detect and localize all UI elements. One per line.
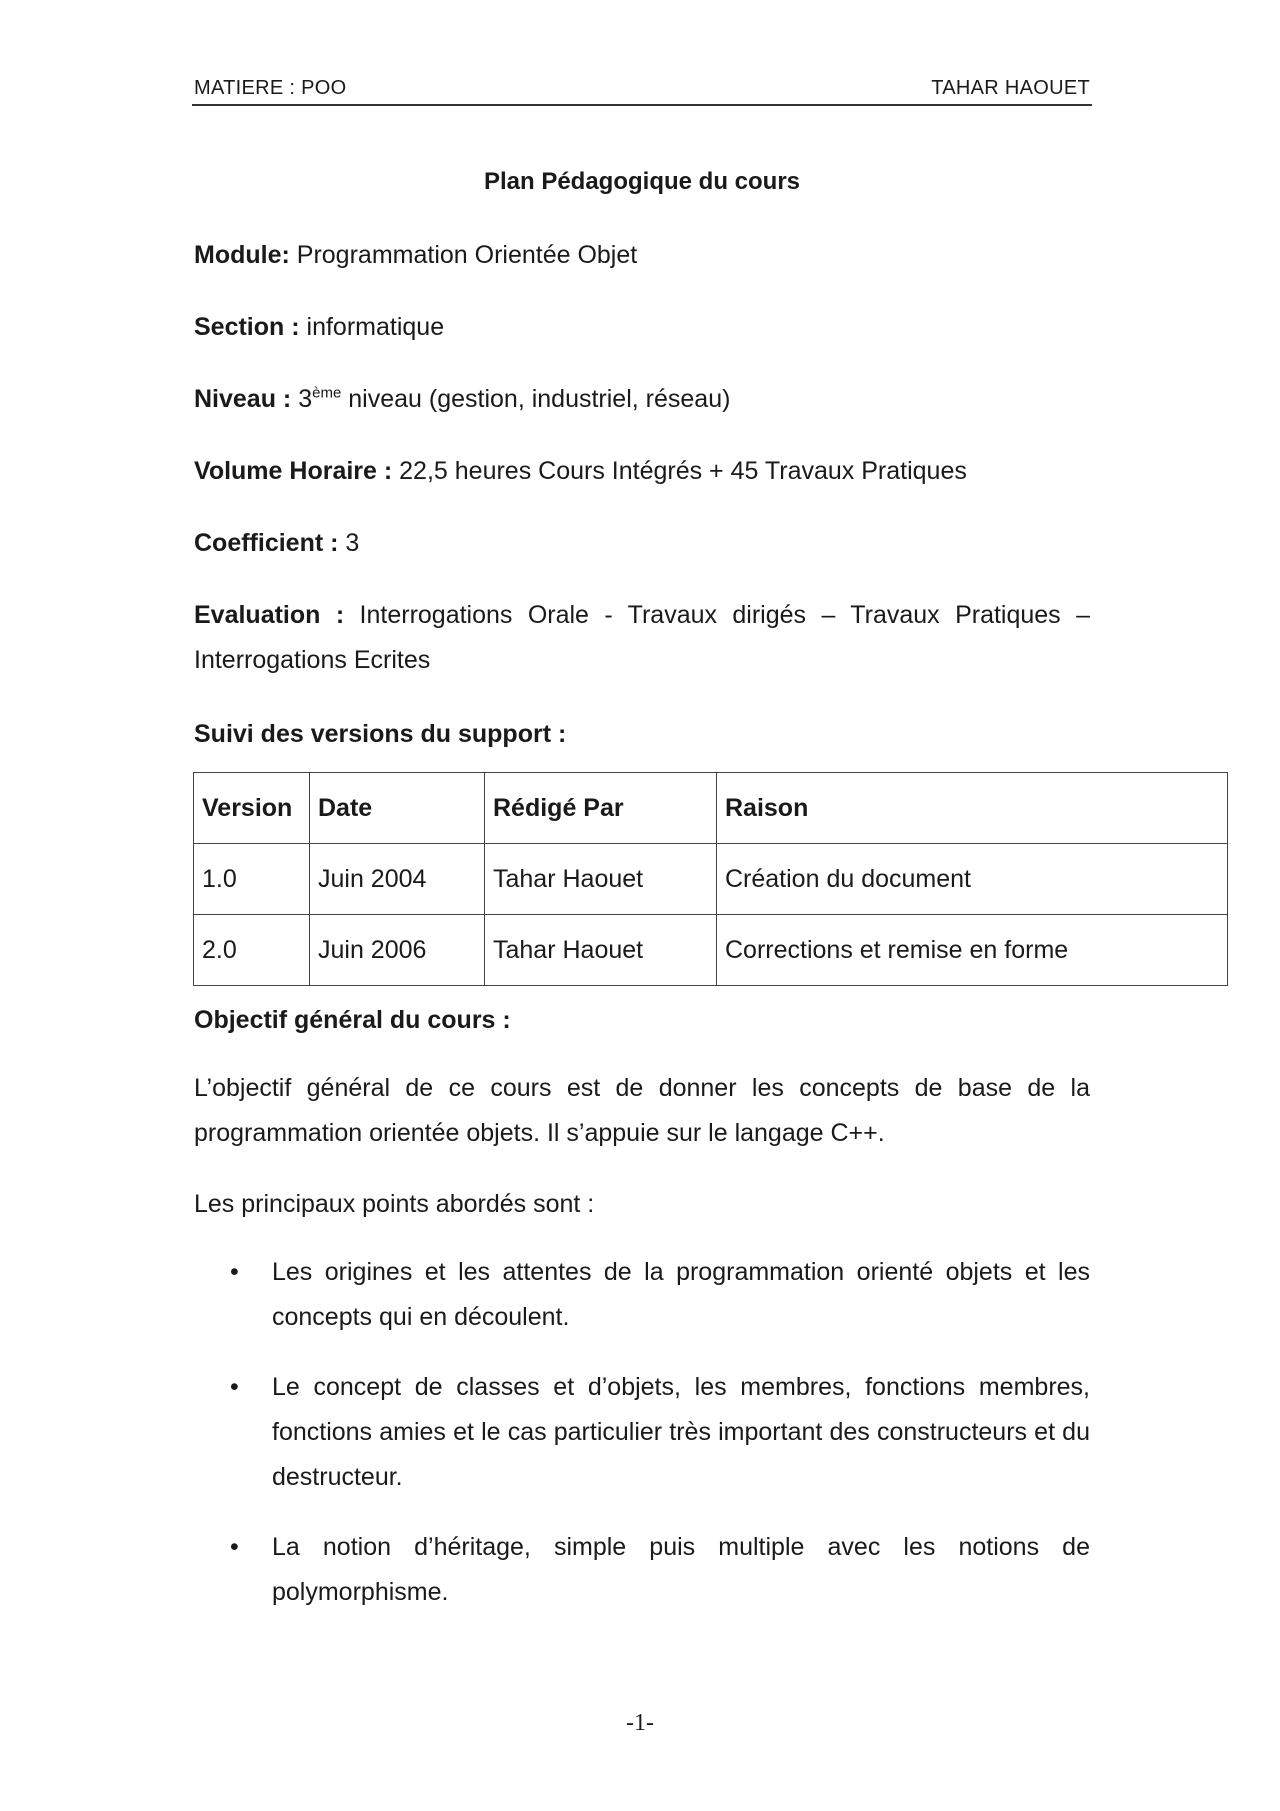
module-field (194, 233, 1090, 278)
document-title: Plan Pédagogique du cours (483, 168, 801, 195)
table-cell: Corrections et remise en forme (717, 915, 1228, 986)
section-value: informatique (306, 313, 445, 341)
volume-field (194, 449, 1090, 494)
section-label: Section : (194, 313, 300, 341)
coefficient-field (194, 521, 1090, 566)
niveau-number: 3 (298, 385, 313, 413)
objective-intro: Les principaux points abordés sont : (194, 1190, 595, 1218)
table-header-reason: Raison (717, 773, 1228, 844)
table-cell: Juin 2004 (310, 844, 485, 915)
table-cell: Tahar Haouet (485, 915, 717, 986)
table-cell: Création du document (717, 844, 1228, 915)
coefficient-label: Coefficient : (194, 529, 339, 557)
list-item-text: Le concept de classes et d’objets, les membres, fonctions membres, fonctions amies et le cas particulier très important des constructeurs et du destructeur. (272, 1373, 1090, 1491)
page-header (192, 74, 1092, 106)
table-cell: 2.0 (194, 915, 310, 986)
versions-table (193, 772, 1228, 986)
volume-value: 22,5 heures Cours Intégrés + 45 Travaux Pratiques (399, 457, 967, 485)
module-value: Programmation Orientée Objet (296, 241, 638, 269)
bullet-icon: • (230, 1258, 239, 1286)
table-header-date: Date (310, 773, 485, 844)
table-header-version: Version (194, 773, 310, 844)
evaluation-field (194, 593, 1090, 683)
bullet-icon: • (230, 1533, 239, 1561)
versions-section-title: Suivi des versions du support : (194, 720, 567, 748)
niveau-label: Niveau : (194, 385, 292, 413)
list-item (194, 1525, 1090, 1615)
list-item-text: Les origines et les attentes de la programmation orienté objets et les concepts qui en découlent. (272, 1258, 1090, 1331)
table-cell: Juin 2006 (310, 915, 485, 986)
section-field (194, 305, 1090, 350)
table-cell: Tahar Haouet (485, 844, 717, 915)
list-item-text: La notion d’héritage, simple puis multiple avec les notions de polymorphisme. (272, 1533, 1090, 1606)
page-number: -1- (626, 1710, 654, 1736)
evaluation-label: Evaluation : (194, 601, 345, 629)
niveau-superscript: ème (312, 384, 342, 402)
evaluation-value: Interrogations Orale - Travaux dirigés – Travaux Pratiques – Interrogations Ecrites (194, 601, 1090, 674)
objective-paragraph: L’objectif général de ce cours est de donner les concepts de base de la programmation orientée objets. Il s’appuie sur le langage C++. (194, 1074, 1090, 1147)
table-header-author: Rédigé Par (485, 773, 717, 844)
niveau-value: niveau (gestion, industriel, réseau) (348, 385, 731, 413)
list-item (194, 1250, 1090, 1340)
coefficient-value: 3 (345, 529, 360, 557)
bullet-icon: • (230, 1373, 239, 1401)
list-item (194, 1365, 1090, 1500)
header-subject: MATIERE : POO (194, 77, 347, 99)
table-row (194, 844, 1228, 915)
module-label: Module: (194, 241, 290, 269)
table-cell: 1.0 (194, 844, 310, 915)
objective-title: Objectif général du cours : (194, 1006, 511, 1034)
table-header-row (194, 773, 1228, 844)
points-list (194, 1250, 1090, 1640)
table-row (194, 915, 1228, 986)
volume-label: Volume Horaire : (194, 457, 393, 485)
niveau-field (194, 377, 1090, 422)
header-author: TAHAR HAOUET (931, 77, 1090, 99)
